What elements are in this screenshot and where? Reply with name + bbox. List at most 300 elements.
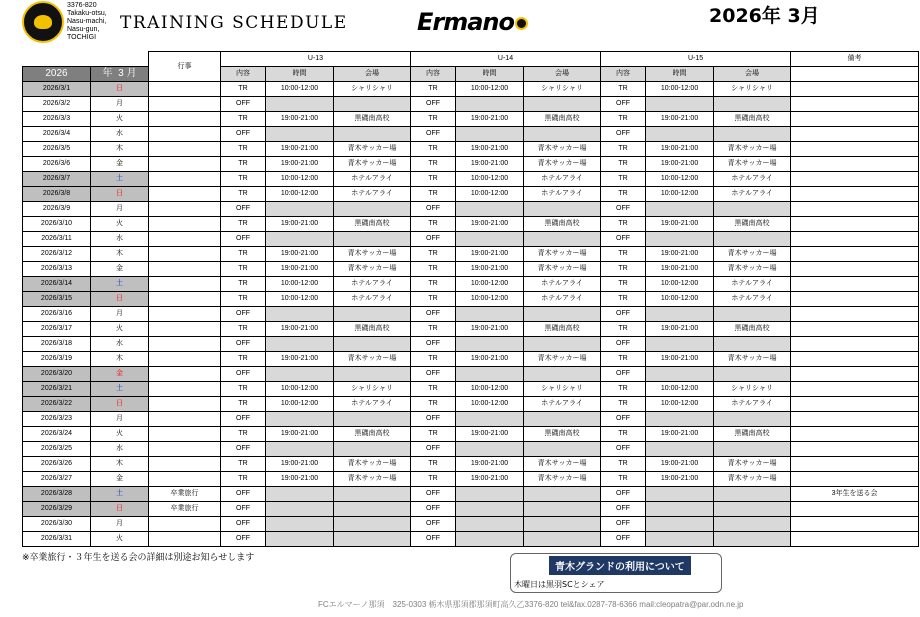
event-cell xyxy=(149,217,221,232)
u15-venue-cell xyxy=(714,442,791,457)
weekday-cell: 月 xyxy=(91,202,149,217)
u15-time-cell xyxy=(646,307,714,322)
date-cell: 2026/3/2 xyxy=(23,97,91,112)
u15-content-cell: TR xyxy=(601,352,646,367)
u13-venue-cell: 青木サッカー場 xyxy=(334,472,411,487)
u15-time-cell: 10:00-12:00 xyxy=(646,82,714,97)
u13-venue-cell xyxy=(334,442,411,457)
note-cell xyxy=(791,307,919,322)
u14-time-cell xyxy=(456,532,524,547)
event-cell xyxy=(149,142,221,157)
table-row xyxy=(23,217,919,232)
u15-content-cell: TR xyxy=(601,457,646,472)
u14-time-cell: 10:00-12:00 xyxy=(456,172,524,187)
u13-time-cell: 10:00-12:00 xyxy=(266,82,334,97)
month-title: 2026年 3月 xyxy=(709,5,820,27)
page-title: TRAINING SCHEDULE xyxy=(120,13,348,33)
u15-time-cell: 19:00-21:00 xyxy=(646,352,714,367)
u15-venue-cell: シャリシャリ xyxy=(714,82,791,97)
date-cell: 2026/3/26 xyxy=(23,457,91,472)
note-cell xyxy=(791,427,919,442)
header-row-teams xyxy=(23,52,919,67)
event-cell xyxy=(149,82,221,97)
u15-venue-cell: 青木サッカー場 xyxy=(714,472,791,487)
u15-time-cell: 19:00-21:00 xyxy=(646,262,714,277)
u15-time-cell: 10:00-12:00 xyxy=(646,187,714,202)
date-cell: 2026/3/7 xyxy=(23,172,91,187)
u13-time-cell: 10:00-12:00 xyxy=(266,187,334,202)
sub-header-venue: 会場 xyxy=(334,67,411,82)
u14-content-cell: TR xyxy=(411,157,456,172)
date-cell: 2026/3/12 xyxy=(23,247,91,262)
u14-content-cell: TR xyxy=(411,187,456,202)
date-cell: 2026/3/25 xyxy=(23,442,91,457)
u13-content-cell: TR xyxy=(221,472,266,487)
weekday-cell: 金 xyxy=(91,472,149,487)
u13-time-cell: 19:00-21:00 xyxy=(266,157,334,172)
u14-venue-cell xyxy=(524,202,601,217)
weekday-cell: 火 xyxy=(91,532,149,547)
note-cell xyxy=(791,532,919,547)
u13-content-cell: OFF xyxy=(221,367,266,382)
u15-time-cell xyxy=(646,202,714,217)
u14-venue-cell xyxy=(524,532,601,547)
sub-header-content: 内容 xyxy=(411,67,456,82)
brand-name: Ermano xyxy=(417,8,515,36)
u13-venue-cell: ホテルアライ xyxy=(334,292,411,307)
date-cell: 2026/3/24 xyxy=(23,427,91,442)
u14-venue-cell xyxy=(524,442,601,457)
u14-venue-cell: ホテルアライ xyxy=(524,187,601,202)
event-cell xyxy=(149,442,221,457)
u15-time-cell xyxy=(646,487,714,502)
u15-venue-cell: 青木サッカー場 xyxy=(714,457,791,472)
sub-header-venue: 会場 xyxy=(524,67,601,82)
u14-venue-cell xyxy=(524,307,601,322)
u13-venue-cell xyxy=(334,232,411,247)
table-row xyxy=(23,337,919,352)
u14-venue-cell: 青木サッカー場 xyxy=(524,262,601,277)
u14-content-cell: TR xyxy=(411,112,456,127)
u14-venue-cell: 黒磯南高校 xyxy=(524,217,601,232)
u13-time-cell xyxy=(266,532,334,547)
date-cell: 2026/3/27 xyxy=(23,472,91,487)
event-cell xyxy=(149,292,221,307)
month-unit: 月 xyxy=(126,68,137,79)
table-row xyxy=(23,397,919,412)
u13-content-cell: TR xyxy=(221,82,266,97)
u14-content-cell: OFF xyxy=(411,412,456,427)
u15-venue-cell: シャリシャリ xyxy=(714,382,791,397)
u15-content-cell: OFF xyxy=(601,442,646,457)
u13-time-cell: 19:00-21:00 xyxy=(266,322,334,337)
u13-content-cell: OFF xyxy=(221,307,266,322)
u14-time-cell: 19:00-21:00 xyxy=(456,262,524,277)
date-cell: 2026/3/28 xyxy=(23,487,91,502)
u13-content-cell: OFF xyxy=(221,127,266,142)
event-cell xyxy=(149,262,221,277)
note-cell xyxy=(791,517,919,532)
u13-venue-cell: 青木サッカー場 xyxy=(334,157,411,172)
u15-venue-cell: ホテルアライ xyxy=(714,292,791,307)
u13-content-cell: OFF xyxy=(221,97,266,112)
u15-time-cell: 19:00-21:00 xyxy=(646,472,714,487)
schedule-table xyxy=(22,51,919,547)
u13-time-cell: 10:00-12:00 xyxy=(266,292,334,307)
u15-content-cell: TR xyxy=(601,172,646,187)
u13-venue-cell: シャリシャリ xyxy=(334,382,411,397)
weekday-cell: 月 xyxy=(91,412,149,427)
u13-content-cell: TR xyxy=(221,217,266,232)
u13-content-cell: TR xyxy=(221,457,266,472)
weekday-cell: 水 xyxy=(91,442,149,457)
u14-content-cell: TR xyxy=(411,142,456,157)
u15-venue-cell xyxy=(714,367,791,382)
u15-time-cell xyxy=(646,442,714,457)
event-cell xyxy=(149,532,221,547)
table-row xyxy=(23,442,919,457)
note-cell xyxy=(791,217,919,232)
u14-time-cell: 10:00-12:00 xyxy=(456,382,524,397)
u13-time-cell: 10:00-12:00 xyxy=(266,277,334,292)
note-cell xyxy=(791,82,919,97)
table-row xyxy=(23,352,919,367)
u14-venue-cell xyxy=(524,97,601,112)
note-cell xyxy=(791,142,919,157)
table-row xyxy=(23,427,919,442)
u14-venue-cell xyxy=(524,517,601,532)
date-cell: 2026/3/9 xyxy=(23,202,91,217)
u15-time-cell xyxy=(646,127,714,142)
u15-content-cell: TR xyxy=(601,382,646,397)
table-row xyxy=(23,367,919,382)
u13-time-cell: 19:00-21:00 xyxy=(266,472,334,487)
date-cell: 2026/3/11 xyxy=(23,232,91,247)
year-cell: 2026 xyxy=(23,67,91,82)
u15-content-cell: TR xyxy=(601,142,646,157)
u14-content-cell: OFF xyxy=(411,127,456,142)
note-cell xyxy=(791,472,919,487)
note-cell xyxy=(791,262,919,277)
u15-time-cell: 10:00-12:00 xyxy=(646,382,714,397)
date-cell: 2026/3/30 xyxy=(23,517,91,532)
u13-content-cell: TR xyxy=(221,382,266,397)
u13-time-cell xyxy=(266,442,334,457)
u13-content-cell: TR xyxy=(221,322,266,337)
u15-time-cell: 10:00-12:00 xyxy=(646,277,714,292)
event-cell xyxy=(149,187,221,202)
date-cell: 2026/3/21 xyxy=(23,382,91,397)
u15-time-cell: 19:00-21:00 xyxy=(646,157,714,172)
corner-cell xyxy=(23,52,149,67)
u15-time-cell xyxy=(646,232,714,247)
event-cell xyxy=(149,517,221,532)
footer-address: FCエルマーノ那須 325-0303 栃木県那須郡那須町高久乙3376-820 tel&fax.0287-78-6366 mail:cleopatra@par.odn.ne.jp xyxy=(318,600,744,609)
u14-content-cell: TR xyxy=(411,262,456,277)
u13-venue-cell: 青木サッカー場 xyxy=(334,352,411,367)
date-cell: 2026/3/31 xyxy=(23,532,91,547)
date-cell: 2026/3/18 xyxy=(23,337,91,352)
weekday-cell: 金 xyxy=(91,157,149,172)
event-cell xyxy=(149,352,221,367)
u13-venue-cell: 黒磯南高校 xyxy=(334,427,411,442)
table-row xyxy=(23,247,919,262)
u13-venue-cell: シャリシャリ xyxy=(334,82,411,97)
u14-content-cell: OFF xyxy=(411,307,456,322)
u13-time-cell xyxy=(266,412,334,427)
club-address: 3376-820 Takaku-otsu, Nasu-machi, Nasu-gun, TOCHIGI xyxy=(67,2,107,41)
event-cell xyxy=(149,127,221,142)
u14-content-cell: TR xyxy=(411,217,456,232)
u14-venue-cell xyxy=(524,232,601,247)
date-cell: 2026/3/4 xyxy=(23,127,91,142)
u13-content-cell: TR xyxy=(221,352,266,367)
u14-time-cell: 19:00-21:00 xyxy=(456,157,524,172)
event-cell xyxy=(149,457,221,472)
u15-content-cell: OFF xyxy=(601,502,646,517)
u15-venue-cell xyxy=(714,337,791,352)
u13-time-cell: 10:00-12:00 xyxy=(266,382,334,397)
date-cell: 2026/3/6 xyxy=(23,157,91,172)
u13-time-cell: 10:00-12:00 xyxy=(266,172,334,187)
table-row xyxy=(23,322,919,337)
u14-time-cell xyxy=(456,412,524,427)
u13-time-cell: 19:00-21:00 xyxy=(266,112,334,127)
note-cell xyxy=(791,502,919,517)
u13-venue-cell xyxy=(334,127,411,142)
u15-venue-cell: 青木サッカー場 xyxy=(714,352,791,367)
u14-content-cell: OFF xyxy=(411,517,456,532)
u15-time-cell: 19:00-21:00 xyxy=(646,457,714,472)
u15-venue-cell xyxy=(714,532,791,547)
u13-venue-cell: ホテルアライ xyxy=(334,277,411,292)
event-cell xyxy=(149,382,221,397)
note-cell xyxy=(791,127,919,142)
u13-time-cell xyxy=(266,487,334,502)
u14-venue-cell: シャリシャリ xyxy=(524,82,601,97)
note-cell xyxy=(791,352,919,367)
date-cell: 2026/3/22 xyxy=(23,397,91,412)
u14-content-cell: TR xyxy=(411,397,456,412)
u15-content-cell: TR xyxy=(601,262,646,277)
note-cell xyxy=(791,232,919,247)
u13-time-cell: 10:00-12:00 xyxy=(266,397,334,412)
sub-header-time: 時間 xyxy=(456,67,524,82)
u15-content-cell: OFF xyxy=(601,412,646,427)
u13-content-cell: TR xyxy=(221,247,266,262)
table-row xyxy=(23,187,919,202)
u15-time-cell: 10:00-12:00 xyxy=(646,172,714,187)
date-cell: 2026/3/1 xyxy=(23,82,91,97)
table-row xyxy=(23,292,919,307)
u15-venue-cell xyxy=(714,307,791,322)
u13-content-cell: TR xyxy=(221,187,266,202)
u14-content-cell: TR xyxy=(411,382,456,397)
u13-content-cell: OFF xyxy=(221,412,266,427)
u14-venue-cell: ホテルアライ xyxy=(524,397,601,412)
u13-venue-cell: ホテルアライ xyxy=(334,397,411,412)
note-cell: 3年生を送る会 xyxy=(791,487,919,502)
u13-content-cell: TR xyxy=(221,142,266,157)
u13-venue-cell: ホテルアライ xyxy=(334,187,411,202)
u15-content-cell: TR xyxy=(601,427,646,442)
event-cell xyxy=(149,157,221,172)
event-cell xyxy=(149,397,221,412)
u14-time-cell: 19:00-21:00 xyxy=(456,457,524,472)
u15-venue-cell: 青木サッカー場 xyxy=(714,142,791,157)
u14-time-cell xyxy=(456,202,524,217)
u13-venue-cell xyxy=(334,412,411,427)
u14-venue-cell xyxy=(524,127,601,142)
u14-venue-cell: 黒磯南高校 xyxy=(524,112,601,127)
u15-content-cell: TR xyxy=(601,292,646,307)
weekday-cell: 木 xyxy=(91,247,149,262)
u15-content-cell: OFF xyxy=(601,337,646,352)
u13-time-cell: 19:00-21:00 xyxy=(266,142,334,157)
u14-time-cell: 19:00-21:00 xyxy=(456,247,524,262)
table-row xyxy=(23,127,919,142)
event-cell xyxy=(149,412,221,427)
date-cell: 2026/3/16 xyxy=(23,307,91,322)
u14-time-cell: 19:00-21:00 xyxy=(456,322,524,337)
note-cell xyxy=(791,367,919,382)
weekday-cell: 火 xyxy=(91,427,149,442)
date-cell: 2026/3/3 xyxy=(23,112,91,127)
header xyxy=(0,0,920,50)
event-cell xyxy=(149,97,221,112)
u14-content-cell: OFF xyxy=(411,442,456,457)
note-cell xyxy=(791,322,919,337)
table-row xyxy=(23,517,919,532)
u15-time-cell xyxy=(646,412,714,427)
u15-time-cell xyxy=(646,502,714,517)
date-cell: 2026/3/23 xyxy=(23,412,91,427)
date-cell: 2026/3/10 xyxy=(23,217,91,232)
note-cell xyxy=(791,172,919,187)
weekday-cell: 木 xyxy=(91,457,149,472)
u13-content-cell: TR xyxy=(221,262,266,277)
weekday-cell: 木 xyxy=(91,142,149,157)
u15-time-cell xyxy=(646,337,714,352)
u13-venue-cell xyxy=(334,367,411,382)
table-row xyxy=(23,142,919,157)
u13-content-cell: OFF xyxy=(221,487,266,502)
event-cell xyxy=(149,307,221,322)
u13-venue-cell xyxy=(334,502,411,517)
u14-venue-cell: 青木サッカー場 xyxy=(524,457,601,472)
month-cell xyxy=(91,67,149,82)
u15-time-cell xyxy=(646,367,714,382)
u13-time-cell xyxy=(266,337,334,352)
u14-time-cell xyxy=(456,97,524,112)
u14-content-cell: TR xyxy=(411,82,456,97)
u14-content-cell: OFF xyxy=(411,337,456,352)
event-cell xyxy=(149,322,221,337)
u15-venue-cell: 黒磯南高校 xyxy=(714,322,791,337)
weekday-cell: 火 xyxy=(91,322,149,337)
u14-content-cell: TR xyxy=(411,247,456,262)
u14-time-cell: 10:00-12:00 xyxy=(456,397,524,412)
u13-content-cell: TR xyxy=(221,172,266,187)
event-cell: 卒業旅行 xyxy=(149,487,221,502)
date-cell: 2026/3/8 xyxy=(23,187,91,202)
table-row xyxy=(23,82,919,97)
u14-venue-cell: 青木サッカー場 xyxy=(524,157,601,172)
u15-venue-cell: ホテルアライ xyxy=(714,277,791,292)
weekday-cell: 水 xyxy=(91,337,149,352)
sub-header-time: 時間 xyxy=(266,67,334,82)
u13-content-cell: OFF xyxy=(221,532,266,547)
u15-time-cell xyxy=(646,97,714,112)
u14-venue-cell xyxy=(524,367,601,382)
u15-content-cell: OFF xyxy=(601,367,646,382)
table-row xyxy=(23,307,919,322)
table-row xyxy=(23,232,919,247)
weekday-cell: 水 xyxy=(91,127,149,142)
u15-venue-cell xyxy=(714,97,791,112)
date-cell: 2026/3/5 xyxy=(23,142,91,157)
date-cell: 2026/3/14 xyxy=(23,277,91,292)
u15-time-cell xyxy=(646,532,714,547)
u14-content-cell: OFF xyxy=(411,532,456,547)
note-cell xyxy=(791,247,919,262)
u14-venue-cell xyxy=(524,487,601,502)
u15-content-cell: OFF xyxy=(601,202,646,217)
event-cell xyxy=(149,112,221,127)
weekday-cell: 金 xyxy=(91,367,149,382)
weekday-cell: 火 xyxy=(91,217,149,232)
u14-time-cell xyxy=(456,502,524,517)
u14-venue-cell: 黒磯南高校 xyxy=(524,427,601,442)
weekday-cell: 月 xyxy=(91,307,149,322)
team-header-u15: U-15 xyxy=(601,52,791,67)
u14-venue-cell: ホテルアライ xyxy=(524,292,601,307)
weekday-cell: 日 xyxy=(91,292,149,307)
u14-time-cell: 19:00-21:00 xyxy=(456,217,524,232)
u14-venue-cell xyxy=(524,412,601,427)
u13-content-cell: TR xyxy=(221,427,266,442)
u14-time-cell xyxy=(456,127,524,142)
u14-content-cell: TR xyxy=(411,277,456,292)
event-cell xyxy=(149,172,221,187)
u14-time-cell: 19:00-21:00 xyxy=(456,427,524,442)
u14-venue-cell: ホテルアライ xyxy=(524,277,601,292)
u14-venue-cell: 青木サッカー場 xyxy=(524,472,601,487)
weekday-cell: 日 xyxy=(91,502,149,517)
event-cell xyxy=(149,367,221,382)
u13-time-cell xyxy=(266,232,334,247)
note-cell xyxy=(791,97,919,112)
u13-content-cell: OFF xyxy=(221,502,266,517)
weekday-cell: 金 xyxy=(91,262,149,277)
u14-content-cell: OFF xyxy=(411,502,456,517)
u15-venue-cell: 黒磯南高校 xyxy=(714,217,791,232)
event-cell xyxy=(149,427,221,442)
weekday-cell: 土 xyxy=(91,487,149,502)
u14-venue-cell xyxy=(524,337,601,352)
u13-content-cell: TR xyxy=(221,112,266,127)
u13-time-cell xyxy=(266,97,334,112)
u13-time-cell xyxy=(266,517,334,532)
u14-venue-cell: シャリシャリ xyxy=(524,382,601,397)
u14-time-cell xyxy=(456,442,524,457)
u15-content-cell: TR xyxy=(601,322,646,337)
u13-content-cell: TR xyxy=(221,277,266,292)
date-cell: 2026/3/13 xyxy=(23,262,91,277)
table-row xyxy=(23,277,919,292)
u13-venue-cell xyxy=(334,307,411,322)
u15-venue-cell: 黒磯南高校 xyxy=(714,112,791,127)
